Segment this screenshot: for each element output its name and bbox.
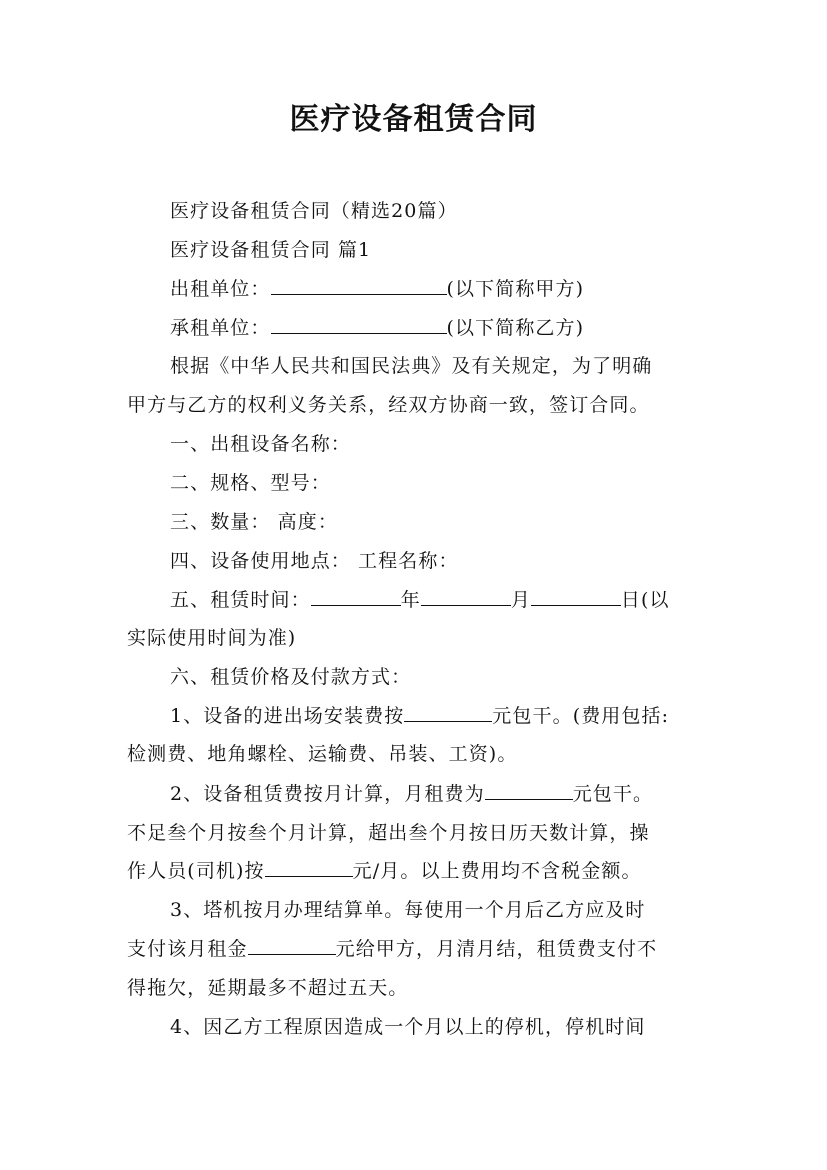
- lessor-line: [170, 276, 730, 302]
- install-fee-blank: [404, 703, 492, 722]
- para-2-text-a: 2、设备租赁费按月计算，月租费为: [170, 783, 485, 805]
- lessor-label: 出租单位：: [170, 278, 271, 300]
- para-2-line-2: 不足叁个月按叁个月计算，超出叁个月按日历天数计算，操: [127, 822, 650, 844]
- clause-5-line-2: 实际使用时间为准): [127, 627, 297, 649]
- document-title: 医疗设备租赁合同: [289, 102, 538, 137]
- para-2-text-c: 作人员(司机)按: [127, 860, 265, 882]
- para-2-line-1: [170, 781, 730, 807]
- clause-3: 三、数量： 高度：: [170, 511, 338, 533]
- day-label: 日(以: [620, 589, 670, 611]
- month-blank: [421, 587, 511, 606]
- lessee-blank: [271, 315, 447, 334]
- para-1-line-2: 检测费、地角螺栓、运输费、吊装、工资)。: [127, 743, 518, 765]
- para-2-text-d: 元/月。以上费用均不含税金额。: [352, 860, 642, 882]
- subtitle: 医疗设备租赁合同（精选20篇）: [170, 200, 458, 222]
- para-3-line-1: 3、塔机按月办理结算单。每使用一个月后乙方应及时: [170, 899, 646, 921]
- month-label: 月: [510, 589, 531, 611]
- monthly-rent-blank: [248, 936, 336, 955]
- clause-4: 四、设备使用地点： 工程名称：: [170, 550, 459, 572]
- year-blank: [311, 587, 401, 606]
- para-1-line-1: [170, 703, 730, 729]
- para-1-text-a: 1、设备的进出场安装费按: [170, 705, 405, 727]
- lessor-blank: [271, 276, 447, 295]
- clause-6: 六、租赁价格及付款方式：: [170, 666, 412, 688]
- intro-line-2: 甲方与乙方的权利义务关系，经双方协商一致，签订合同。: [127, 394, 650, 416]
- lessee-suffix: (以下简称乙方): [446, 317, 585, 339]
- intro-line-1: 根据《中华人民共和国民法典》及有关规定，为了明确: [170, 355, 653, 377]
- para-3-text-a: 支付该月租金: [127, 938, 248, 960]
- lessee-label: 承租单位：: [170, 317, 271, 339]
- clause-1: 一、出租设备名称：: [170, 433, 351, 455]
- year-label: 年: [400, 589, 421, 611]
- section-heading: 医疗设备租赁合同 篇1: [170, 239, 372, 261]
- para-3-line-3: 得拖欠，延期最多不超过五天。: [127, 977, 409, 999]
- operator-fee-blank: [265, 858, 353, 877]
- para-3-text-b: 元给甲方，月清月结，租赁费支付不: [335, 938, 658, 960]
- para-1-text-b: 元包干。(费用包括:: [492, 705, 670, 727]
- clause-2: 二、规格、型号：: [170, 472, 331, 494]
- para-2-text-b: 元包干。: [572, 783, 654, 805]
- clause-5-line-1: [170, 587, 730, 613]
- para-2-line-3: [127, 858, 727, 884]
- day-blank: [531, 587, 621, 606]
- clause-5-label: 五、租赁时间：: [170, 589, 311, 611]
- para-3-line-2: [127, 936, 727, 962]
- rent-blank: [485, 781, 573, 800]
- lessee-line: [170, 315, 730, 341]
- para-4-line-1: 4、因乙方工程原因造成一个月以上的停机，停机时间: [170, 1016, 646, 1038]
- lessor-suffix: (以下简称甲方): [446, 278, 585, 300]
